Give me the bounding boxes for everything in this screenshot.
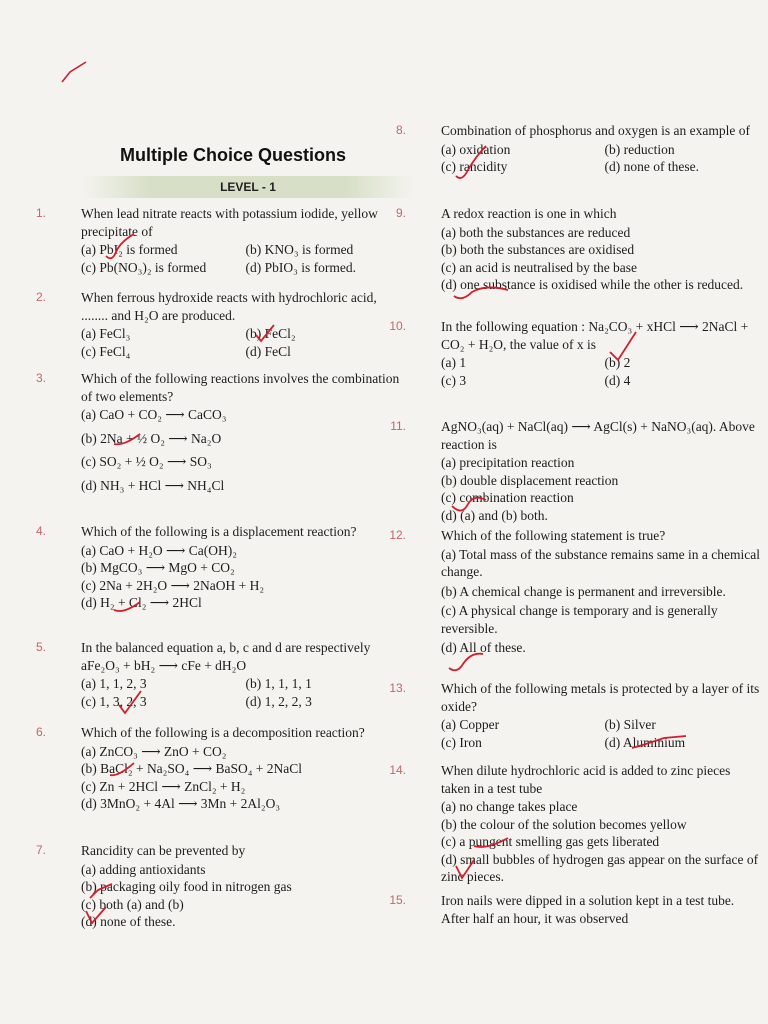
options [81, 542, 402, 612]
question-text: When dilute hydrochloric acid is added to zinc pieces taken in a test tube [441, 763, 731, 796]
question-number: 4. [35, 524, 46, 538]
question-2 [35, 289, 402, 360]
options [441, 141, 760, 176]
options [441, 546, 760, 657]
option-c[interactable]: (c) Iron [441, 734, 482, 750]
question-14 [389, 762, 760, 886]
option-a[interactable]: (a) both the substances are reduced [441, 224, 631, 240]
question-6 [35, 724, 402, 813]
question-text: In the following equation : Na₂CO₃ + xHCl ⟶ 2NaCl + CO₂ + H₂O, the value of x is [441, 319, 749, 352]
option-a[interactable]: (a) CaO + CO₂ ⟶ CaCO₃ [81, 407, 227, 422]
option-b[interactable]: (b) 2 [604, 355, 631, 370]
question-number: 9. [395, 206, 406, 220]
question-number: 6. [35, 725, 46, 739]
option-a[interactable]: (a) adding antioxidants [81, 861, 206, 877]
question-text: When lead nitrate reacts with potassium iodide, yellow precipitate of [81, 206, 378, 239]
options [441, 224, 760, 294]
option-a[interactable]: (a) precipitation reaction [441, 455, 575, 470]
option-d[interactable]: (d) All of these. [441, 640, 526, 655]
option-a[interactable]: (a) PbI₂ is formed [81, 242, 178, 257]
option-b[interactable]: (b) reduction [604, 141, 675, 157]
option-b[interactable]: (b) packaging oily food in nitrogen gas [81, 879, 292, 894]
options [441, 354, 760, 389]
option-d[interactable]: (d) 3MnO₂ + 4Al ⟶ 3Mn + 2Al₂O₃ [81, 796, 281, 811]
question-text: Which of the following metals is protected by a layer of its oxide? [441, 681, 760, 714]
option-b[interactable]: (b) double displacement reaction [441, 472, 619, 488]
options [81, 675, 402, 710]
question-number: 3. [35, 371, 46, 385]
option-a[interactable]: (a) 1, 1, 2, 3 [81, 676, 147, 691]
option-b[interactable]: (b) the colour of the solution becomes yellow [441, 816, 687, 832]
question-11 [390, 418, 760, 524]
option-d[interactable]: (d) small bubbles of hydrogen gas appear on the surface of zinc pieces. [441, 851, 759, 884]
option-b[interactable]: (b) Silver [604, 717, 656, 732]
option-a[interactable]: (a) ZnCO₃ ⟶ ZnO + CO₂ [81, 743, 227, 759]
option-c[interactable]: (c) an acid is neutralised by the base [441, 259, 638, 275]
option-a[interactable]: (a) FeCl₃ [81, 326, 131, 341]
question-number: 13. [389, 681, 406, 695]
option-b[interactable]: (b) MgCO₃ ⟶ MgO + CO₂ [81, 560, 235, 575]
question-1 [35, 205, 402, 276]
question-number: 8. [395, 123, 406, 137]
option-d[interactable]: (d) NH₃ + HCl ⟶ NH₄Cl [81, 477, 225, 493]
option-a[interactable]: (a) no change takes place [441, 799, 578, 814]
option-c[interactable]: (c) a pungent smelling gas gets liberated [441, 834, 660, 849]
question-number: 10. [389, 319, 406, 333]
option-c[interactable]: (c) FeCl₄ [81, 343, 131, 359]
option-b[interactable]: (b) both the substances are oxidised [441, 242, 635, 257]
option-b[interactable]: (b) 2Na + ½ O₂ ⟶ Na₂O [81, 430, 222, 446]
question-text: Which of the following reactions involves the combination of two elements? [81, 371, 400, 404]
option-c[interactable]: (c) A physical change is temporary and is generally reversible. [441, 603, 718, 636]
option-d[interactable]: (d) (a) and (b) both. [441, 507, 548, 523]
option-a[interactable]: (a) 1 [441, 355, 467, 370]
option-d[interactable]: (d) 4 [604, 372, 631, 388]
question-number: 5. [35, 640, 46, 654]
question-10 [389, 318, 760, 389]
question-text: Iron nails were dipped in a solution kept in a test tube. After half an hour, it was observed [441, 893, 735, 926]
question-text: Which of the following is a decomposition reaction? [81, 725, 365, 740]
question-12 [389, 527, 760, 657]
option-c[interactable]: (c) Pb(NO₃)₂ is formed [81, 259, 207, 275]
option-a[interactable]: (a) CaO + H₂O ⟶ Ca(OH)₂ [81, 542, 237, 558]
options [81, 406, 402, 494]
option-d[interactable]: (d) FeCl [245, 343, 291, 359]
question-9 [395, 205, 760, 294]
question-7 [35, 842, 402, 931]
option-b[interactable]: (b) FeCl₂ [245, 326, 296, 341]
option-b[interactable]: (b) BaCl₂ + Na₂SO₄ ⟶ BaSO₄ + 2NaCl [81, 761, 303, 776]
question-number: 1. [35, 206, 46, 220]
pen-tick-mark [60, 60, 90, 95]
question-text: Rancidity can be prevented by [81, 843, 246, 858]
options [441, 716, 760, 751]
option-b[interactable]: (b) A chemical change is permanent and irreversible. [441, 583, 726, 599]
options [81, 241, 402, 276]
question-text: When ferrous hydroxide reacts with hydrochloric acid, ........ and H₂O are produced. [81, 290, 377, 323]
options [81, 743, 402, 813]
question-number: 11. [390, 419, 406, 433]
option-d[interactable]: (d) 1, 2, 2, 3 [245, 693, 312, 709]
question-text: Which of the following is a displacement reaction? [81, 524, 357, 539]
question-number: 7. [35, 843, 46, 857]
option-c[interactable]: (c) 2Na + 2H₂O ⟶ 2NaOH + H₂ [81, 577, 265, 593]
option-c[interactable]: (c) SO₂ + ½ O₂ ⟶ SO₃ [81, 454, 212, 469]
option-c[interactable]: (c) both (a) and (b) [81, 896, 184, 912]
option-d[interactable]: (d) PbIO₃ is formed. [245, 259, 356, 275]
option-d[interactable]: (d) none of these. [81, 914, 176, 929]
question-text: Combination of phosphorus and oxygen is an example of [441, 123, 750, 138]
option-b[interactable]: (b) 1, 1, 1, 1 [245, 676, 312, 691]
question-13 [389, 680, 760, 751]
option-c[interactable]: (c) 3 [441, 372, 467, 388]
question-15 [389, 892, 760, 928]
options [441, 798, 760, 886]
question-text: Which of the following statement is true? [441, 528, 666, 543]
option-c[interactable]: (c) combination reaction [441, 490, 574, 505]
level-banner: LEVEL - 1 [83, 176, 413, 198]
options [81, 861, 402, 931]
question-text: AgNO₃(aq) + NaCl(aq) ⟶ AgCl(s) + NaNO₃(aq). Above reaction is [441, 419, 755, 452]
option-b[interactable]: (b) KNO₃ is formed [245, 242, 354, 257]
question-number: 2. [35, 290, 46, 304]
option-d[interactable]: (d) H₂ + Cl₂ ⟶ 2HCl [81, 595, 202, 610]
option-d[interactable]: (d) one substance is oxidised while the other is reduced. [441, 277, 744, 292]
option-d[interactable]: (d) Aluminium [604, 734, 686, 750]
question-5 [35, 639, 402, 710]
options [441, 454, 760, 524]
options [81, 325, 402, 360]
option-c[interactable]: (c) Zn + 2HCl ⟶ ZnCl₂ + H₂ [81, 778, 246, 794]
question-8 [395, 122, 760, 176]
question-text: In the balanced equation a, b, c and d are respectively aFe₂O₃ + bH₂ ⟶ cFe + dH₂O [81, 640, 371, 673]
option-a[interactable]: (a) Copper [441, 717, 500, 732]
page-title: Multiple Choice Questions [120, 145, 347, 165]
question-4 [35, 523, 402, 612]
option-c[interactable]: (c) rancidity [441, 159, 508, 174]
option-a[interactable]: (a) Total mass of the substance remains same in a chemical change. [441, 546, 760, 579]
question-number: 12. [389, 528, 406, 542]
option-c[interactable]: (c) 1, 3, 2, 3 [81, 693, 147, 709]
question-number: 15. [389, 893, 406, 907]
question-number: 14. [389, 763, 406, 777]
option-d[interactable]: (d) none of these. [604, 159, 699, 174]
question-3 [35, 370, 402, 494]
question-text: A redox reaction is one in which [441, 206, 617, 221]
option-a[interactable]: (a) oxidation [441, 141, 511, 157]
